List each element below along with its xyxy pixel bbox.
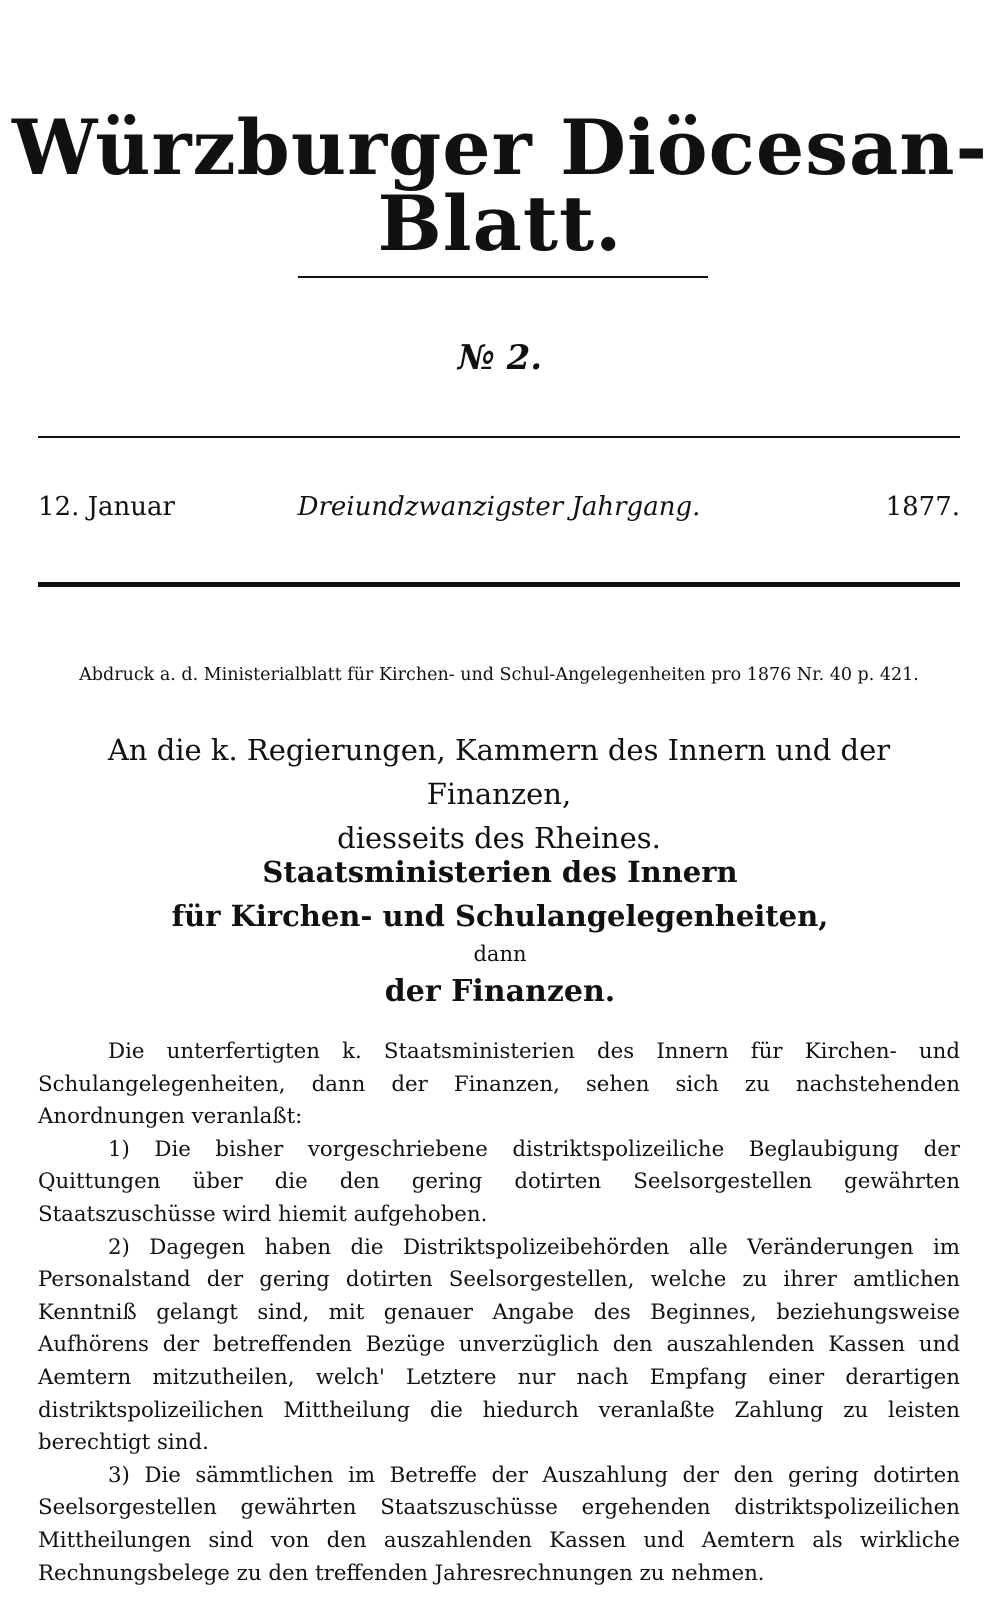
decree-body (38, 1036, 960, 1590)
ministry-line: Staatsministerien des Innern (262, 855, 738, 889)
issue-year: 1877. (885, 492, 960, 522)
decree-paragraph-2: 2) Dagegen haben die Distriktspolizeibehörden alle Veränderungen im Personalstand der gering dotirten Seelsorgestellen, welche zu ihrer amtlichen Kenntniß gelangt sind, mit genauer Angabe des Beginnes, beziehungsweise Aufhörens der betreffenden Bezüge unverzüglich den auszahlenden Kassen und Aemtern mitzutheilen, welch' Letztere nur nach Empfang einer derartigen distriktspolizeilichen Mittheilung die hiedurch veranlaßte Zahlung zu leisten berechtigt sind. (38, 1234, 960, 1456)
ministry-line: dann (473, 942, 527, 966)
masthead-title: Würzburger Diöcesan-Blatt. (11, 103, 989, 268)
title-divider (298, 276, 708, 278)
decree-intro: Die unterfertigten k. Staatsministerien des Innern für Kirchen- und Schulangelegenheiten, dann der Finanzen, sehen sich zu nachstehenden Anordnungen veranlaßt: (38, 1039, 960, 1130)
ministry-heading (0, 850, 1000, 1014)
dateline-rule (38, 582, 960, 587)
issue-number: № 2. (457, 338, 543, 378)
addressee-line: diesseits des Rheines. (337, 821, 661, 855)
ministry-line: für Kirchen- und Schulangelegenheiten, (171, 899, 829, 933)
addressee (38, 728, 960, 860)
issue-date: 12. Januar (38, 492, 175, 522)
decree-paragraph-3: 3) Die sämmtlichen im Betreffe der Auszahlung der den gering dotirten Seelsorgestellen gewährten Staatszuschüsse ergehenden distriktspolizeilichen Mittheilungen sind von den auszahlenden Kassen und Aemtern als wirkliche Rechnungsbelege zu den treffenden Jahresrechnungen zu nehmen. (38, 1462, 960, 1586)
ministry-line: der Finanzen. (384, 974, 616, 1009)
addressee-line: An die k. Regierungen, Kammern des Innern und der Finanzen, (107, 733, 891, 811)
source-note: Abdruck a. d. Ministerialblatt für Kirchen- und Schul-Angelegenheiten pro 1876 Nr. 40 p. 421. (79, 665, 919, 685)
header-rule (38, 436, 960, 438)
decree-paragraph-1: 1) Die bisher vorgeschriebene distriktspolizeiliche Beglaubigung der Quittungen über die den gering dotirten Seelsorgestellen gewährten Staatszuschüsse wird hiemit aufgehoben. (38, 1136, 960, 1227)
dateline (38, 492, 960, 532)
volume-label: Dreiundzwanzigster Jahrgang. (297, 492, 701, 522)
